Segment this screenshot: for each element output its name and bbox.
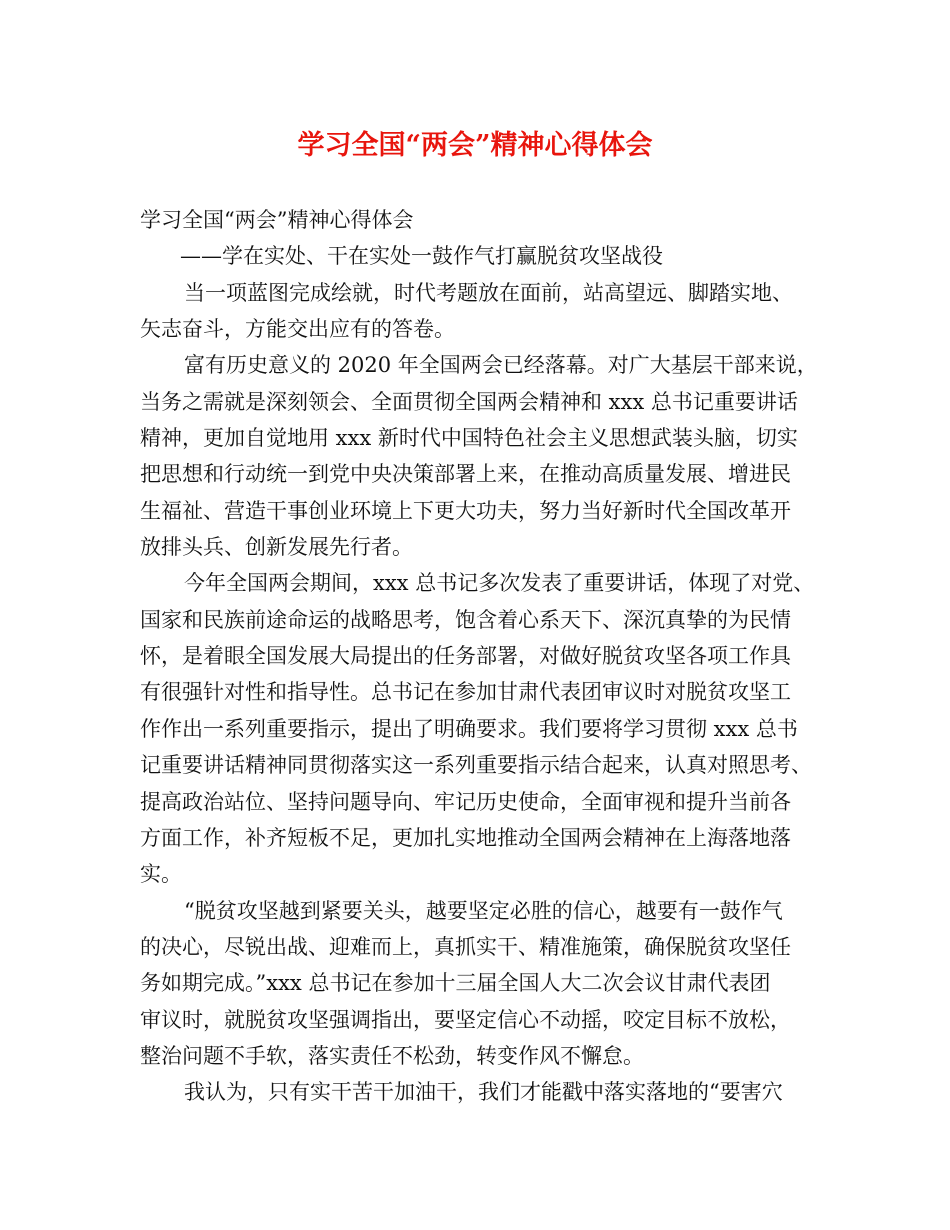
text-line: 有很强针对性和指导性。总书记在参加甘肃代表团审议时对脱贫攻坚工 [140, 680, 791, 705]
text-line: 方面工作，补齐短板不足，更加扎实地推动全国两会精神在上海落地落 [140, 825, 791, 850]
text-line: 富有历史意义的 2020 年全国两会已经落幕。对广大基层干部来说， [184, 353, 818, 378]
text-line: 把思想和行动统一到党中央决策部署上来，在推动高质量发展、增进民 [140, 462, 791, 487]
text-line: 精神，更加自觉地用 xxx 新时代中国特色社会主义思想武装头脑，切实 [140, 426, 798, 451]
text-line: 当一项蓝图完成绘就，时代考题放在面前，站高望远、脚踏实地、 [184, 280, 793, 305]
text-line: 实。 [140, 862, 182, 887]
text-line: 记重要讲话精神同贯彻落实这一系列重要指示结合起来，认真对照思考、 [140, 753, 812, 778]
text-line: 矢志奋斗，方能交出应有的答卷。 [140, 317, 455, 342]
text-line-tagline: ——学在实处、干在实处一鼓作气打赢脱贫攻坚战役 [180, 244, 663, 269]
text-line: 放排头兵、创新发展先行者。 [140, 535, 413, 560]
text-line: 作作出一系列重要指示，提出了明确要求。我们要将学习贯彻 xxx 总书 [140, 716, 798, 741]
document-title: 学习全国“两会”精神心得体会 [297, 130, 653, 161]
text-line: 务如期完成。”xxx 总书记在参加十三届全国人大二次会议甘肃代表团 [140, 971, 771, 996]
document-body [140, 202, 830, 1111]
text-line: 当务之需就是深刻领会、全面贯彻全国两会精神和 xxx 总书记重要讲话 [140, 389, 798, 414]
text-line: 整治问题不手软，落实责任不松劲，转变作风不懈怠。 [140, 1043, 644, 1068]
text-line: 国家和民族前途命运的战略思考，饱含着心系天下、深沉真挚的为民情 [140, 607, 791, 632]
text-line: 的决心，尽锐出战、迎难而上，真抓实干、精准施策，确保脱贫攻坚任 [140, 934, 791, 959]
text-line: 提高政治站位、坚持问题导向、牢记历史使命，全面审视和提升当前各 [140, 789, 791, 814]
text-line-subtitle-heading: 学习全国“两会”精神心得体会 [140, 208, 414, 232]
text-line: “脱贫攻坚越到紧要关头，越要坚定必胜的信心，越要有一鼓作气 [184, 898, 783, 923]
text-line: 生福祉、营造干事创业环境上下更大功夫，努力当好新时代全国改革开 [140, 498, 791, 523]
text-line: 怀，是着眼全国发展大局提出的任务部署，对做好脱贫攻坚各项工作具 [140, 644, 791, 669]
text-line: 审议时，就脱贫攻坚强调指出，要坚定信心不动摇，咬定目标不放松， [140, 1007, 791, 1032]
text-line: 今年全国两会期间，xxx 总书记多次发表了重要讲话，体现了对党、 [184, 571, 815, 596]
text-line: 我认为，只有实干苦干加油干，我们才能戳中落实落地的“要害穴 [184, 1080, 783, 1105]
